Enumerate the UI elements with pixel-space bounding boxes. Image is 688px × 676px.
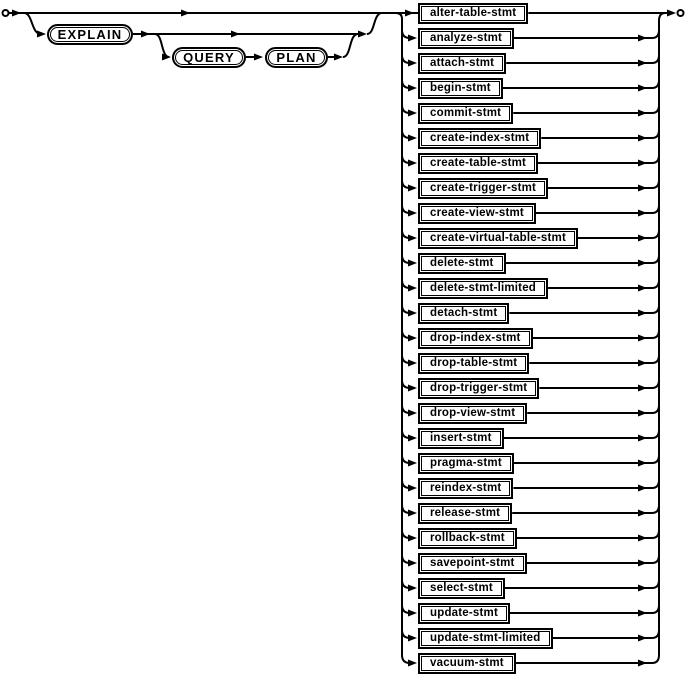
nonterminal-box[interactable]: savepoint-stmt — [418, 553, 527, 574]
nonterminal-box[interactable]: update-stmt-limited — [418, 628, 553, 649]
nonterminal-box[interactable]: alter-table-stmt — [418, 3, 528, 24]
nonterminal-box[interactable]: delete-stmt — [418, 253, 506, 274]
nonterminal-box[interactable]: analyze-stmt — [418, 28, 514, 49]
nonterminal-box[interactable]: vacuum-stmt — [418, 653, 516, 674]
nonterminal-box[interactable]: create-virtual-table-stmt — [418, 228, 578, 249]
nonterminal-box[interactable]: create-index-stmt — [418, 128, 541, 149]
nonterminal-box[interactable]: insert-stmt — [418, 428, 504, 449]
end-terminal-icon — [678, 10, 684, 16]
keyword-query: QUERY — [172, 47, 246, 68]
nonterminal-box[interactable]: select-stmt — [418, 578, 505, 599]
nonterminal-box[interactable]: attach-stmt — [418, 53, 506, 74]
nonterminal-box[interactable]: pragma-stmt — [418, 453, 514, 474]
nonterminal-box[interactable]: commit-stmt — [418, 103, 513, 124]
start-terminal-icon — [3, 10, 9, 16]
nonterminal-box[interactable]: reindex-stmt — [418, 478, 513, 499]
nonterminal-box[interactable]: drop-table-stmt — [418, 353, 529, 374]
nonterminal-box[interactable]: begin-stmt — [418, 78, 503, 99]
nonterminal-box[interactable]: detach-stmt — [418, 303, 509, 324]
nonterminal-box[interactable]: drop-view-stmt — [418, 403, 527, 424]
nonterminal-box[interactable]: drop-index-stmt — [418, 328, 533, 349]
keyword-explain: EXPLAIN — [47, 24, 133, 45]
nonterminal-box[interactable]: create-table-stmt — [418, 153, 538, 174]
nonterminal-box[interactable]: update-stmt — [418, 603, 510, 624]
nonterminal-box[interactable]: create-view-stmt — [418, 203, 536, 224]
nonterminal-box[interactable]: create-trigger-stmt — [418, 178, 548, 199]
nonterminal-box[interactable]: release-stmt — [418, 503, 512, 524]
wire-group — [9, 10, 677, 667]
nonterminal-box[interactable]: rollback-stmt — [418, 528, 517, 549]
nonterminal-box[interactable]: delete-stmt-limited — [418, 278, 548, 299]
nonterminal-box[interactable]: drop-trigger-stmt — [418, 378, 539, 399]
keyword-plan: PLAN — [265, 47, 328, 68]
